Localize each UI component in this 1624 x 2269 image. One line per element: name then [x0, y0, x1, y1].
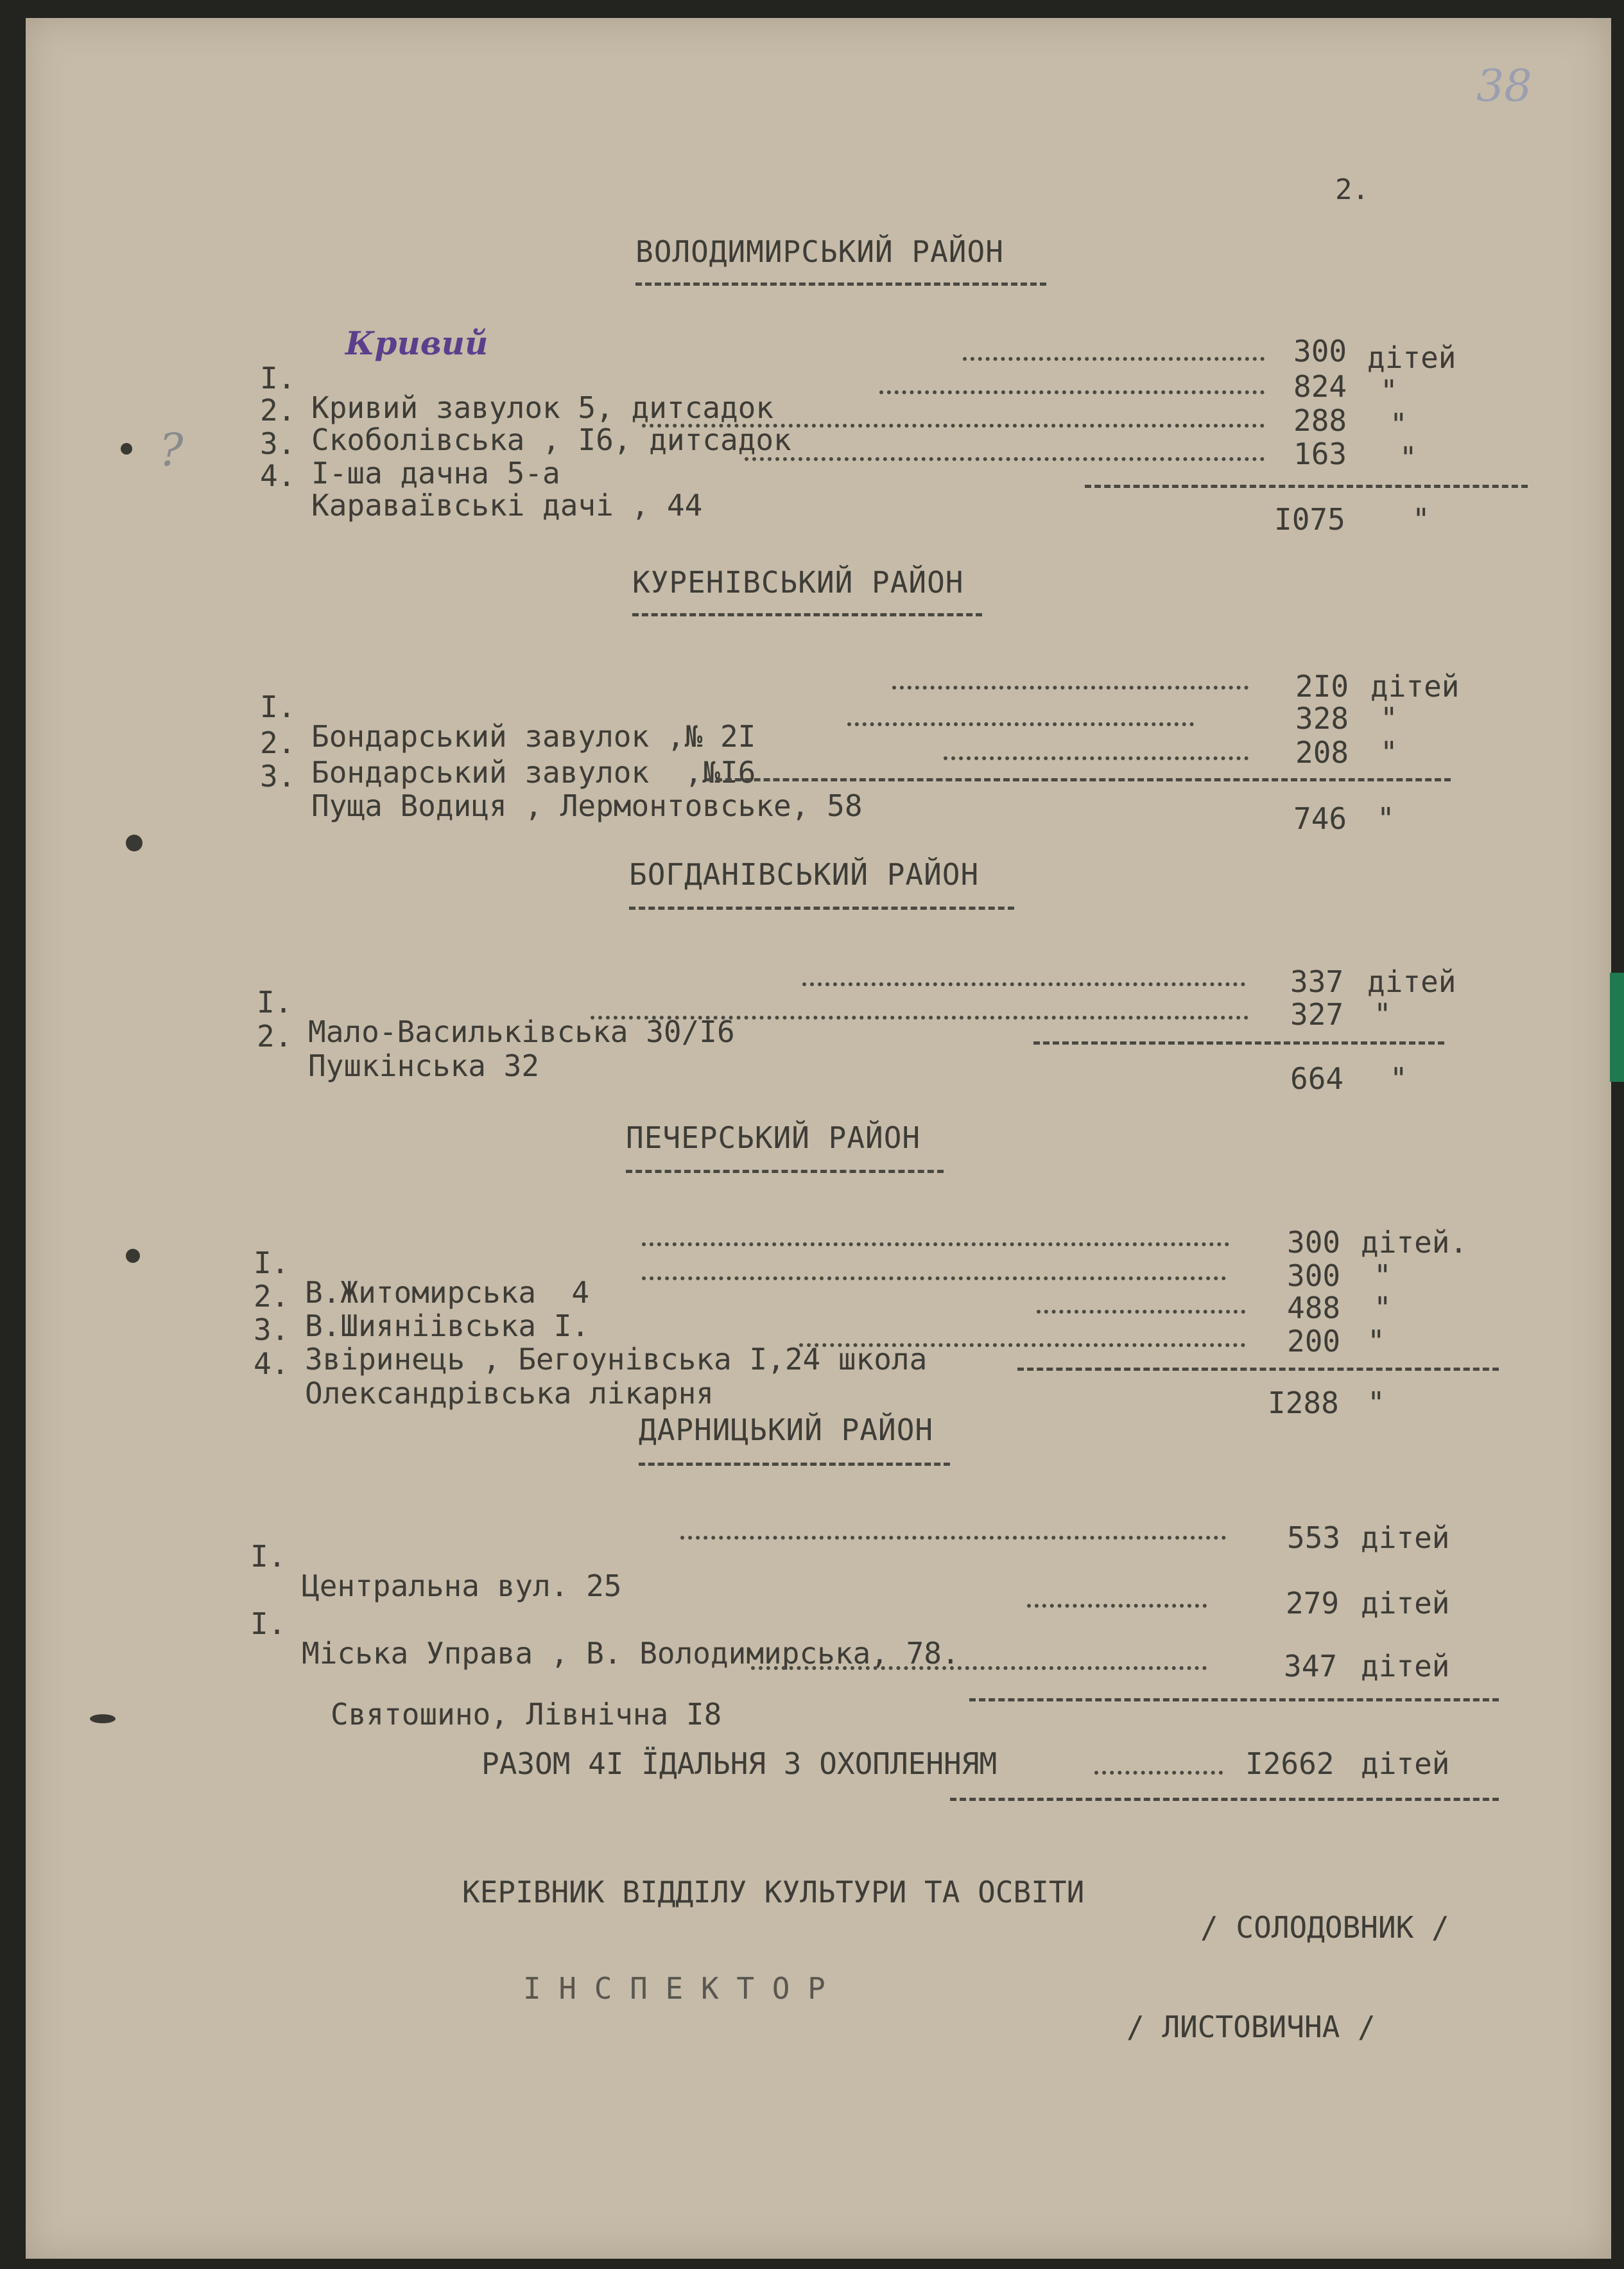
list-item: 2. В.Шияніівська І. — [254, 1279, 590, 1343]
list-item: 2. Скоболівська , І6, дитсадок — [260, 393, 791, 457]
total-separator — [1033, 1041, 1444, 1045]
total-separator — [706, 778, 1451, 781]
leader-dots — [802, 982, 1245, 986]
item-value: 2І0 — [1295, 669, 1349, 704]
list-item: 2. Пушкінська 32 — [257, 1019, 540, 1083]
signatory-title: КЕРІВНИК ВІДДІЛУ КУЛЬТУРИ ТА ОСВІТИ — [462, 1875, 1085, 1909]
heading-underline — [626, 1170, 944, 1173]
leader-dots — [1027, 1604, 1207, 1608]
district-heading: БОГДАНІВСЬКИЙ РАЙОН — [629, 857, 980, 892]
signatory-name: / ЛИСТОВИЧНА / — [1127, 2010, 1376, 2044]
district-total: І288 — [1268, 1386, 1339, 1420]
list-item: І. Бондарський завулок ,№ 2І — [260, 690, 756, 754]
list-item: 4. Олександрівська лікарня — [254, 1346, 714, 1411]
item-value: 300 — [1287, 1225, 1341, 1260]
item-value: 300 — [1287, 1258, 1341, 1293]
heading-underline — [632, 613, 982, 616]
list-item: І. Центральна вул. 25 — [250, 1539, 622, 1603]
district-total-unit: " — [1377, 801, 1395, 836]
signatory-title: І Н С П Е К Т О Р — [523, 1971, 825, 2006]
item-unit: " — [1374, 1291, 1392, 1325]
item-unit: дітей — [1367, 340, 1456, 375]
leader-dots — [847, 722, 1194, 726]
item-unit: " — [1367, 1324, 1385, 1359]
margin-dot — [126, 835, 143, 851]
leader-dots — [680, 1536, 1226, 1540]
district-total: 664 — [1290, 1061, 1344, 1096]
list-item: І. Кривий завулок 5, дитсадок — [260, 361, 774, 425]
leader-dots — [1094, 1771, 1223, 1775]
list-item: І. В.Житомирська 4 — [254, 1246, 590, 1310]
item-unit: " — [1380, 374, 1398, 408]
margin-dot — [126, 1249, 140, 1263]
district-total-unit: " — [1412, 502, 1430, 537]
leader-dots — [751, 1666, 1207, 1670]
district-total: 746 — [1293, 801, 1347, 836]
item-unit: " — [1374, 1258, 1392, 1293]
heading-underline — [635, 283, 1046, 286]
leader-dots — [745, 457, 1265, 461]
item-unit: " — [1374, 997, 1392, 1032]
item-value: 824 — [1293, 369, 1347, 404]
grand-total-underline — [950, 1798, 1499, 1801]
item-value: 553 — [1287, 1520, 1341, 1555]
total-separator — [1017, 1368, 1499, 1371]
item-value: 347 — [1284, 1649, 1338, 1683]
item-value: 163 — [1293, 437, 1347, 471]
list-item: 3. І-ша дачна 5-а — [260, 426, 560, 491]
list-item: 2. Бондарський завулок ,№І6 — [260, 726, 756, 790]
item-value: 279 — [1286, 1586, 1340, 1621]
item-value: 208 — [1295, 735, 1349, 770]
item-value: 337 — [1290, 964, 1344, 999]
district-heading: ПЕЧЕРСЬКИЙ РАЙОН — [626, 1120, 921, 1155]
district-heading: ВОЛОДИМИРСЬКИЙ РАЙОН — [635, 234, 1004, 269]
leader-dots — [642, 424, 1265, 428]
item-unit: " — [1380, 701, 1398, 736]
leader-dots — [1037, 1310, 1245, 1314]
list-item: Святошино, Лівнічна І8 — [331, 1697, 722, 1732]
handwritten-correction: Кривий — [345, 324, 488, 362]
item-unit: дітей — [1370, 669, 1460, 704]
district-heading: КУРЕНІВСЬКИЙ РАЙОН — [632, 565, 964, 600]
list-item: 3. Пуща Водиця , Лермонтовське, 58 — [260, 759, 863, 823]
page-number: 2. — [1335, 173, 1369, 206]
total-separator — [969, 1698, 1499, 1701]
district-heading: ДАРНИЦЬКИЙ РАЙОН — [639, 1413, 934, 1447]
archive-page-number: 38 — [1476, 61, 1532, 112]
grand-total-value: І2662 — [1245, 1746, 1335, 1781]
district-total-unit: " — [1367, 1386, 1385, 1420]
item-unit: дітей — [1367, 964, 1456, 999]
total-separator — [1085, 485, 1528, 488]
item-value: 288 — [1293, 403, 1347, 438]
district-total-unit: " — [1390, 1061, 1408, 1096]
item-unit: " — [1390, 407, 1408, 442]
leader-dots — [591, 1016, 1248, 1020]
margin-dot — [121, 443, 132, 455]
item-value: 327 — [1290, 997, 1344, 1032]
district-total: І075 — [1274, 502, 1345, 537]
leader-dots — [963, 357, 1265, 361]
item-unit: " — [1380, 735, 1398, 770]
item-value: 488 — [1287, 1291, 1341, 1325]
grand-total-label: РАЗОМ 4І ЇДАЛЬНЯ З ОХОПЛЕННЯМ — [481, 1746, 998, 1781]
list-item: 3. Звіринець , Бегоунівська І,24 школа — [254, 1312, 928, 1377]
heading-underline — [629, 907, 1014, 910]
signatory-name: / СОЛОДОВНИК / — [1200, 1910, 1449, 1945]
item-unit: дітей — [1361, 1649, 1450, 1683]
leader-dots — [642, 1276, 1226, 1280]
margin-question-mark: ? — [159, 424, 184, 476]
list-item: 4. Караваївські дачі , 44 — [260, 458, 703, 523]
item-value: 300 — [1293, 334, 1347, 369]
item-unit: " — [1399, 440, 1417, 475]
leader-dots — [799, 1343, 1245, 1347]
archive-tab — [1610, 973, 1624, 1082]
list-item: І. Міська Управа , В. Володимирська, 78. — [250, 1606, 960, 1671]
margin-dot — [90, 1714, 116, 1723]
item-value: 200 — [1287, 1324, 1341, 1359]
leader-dots — [944, 756, 1248, 760]
leader-dots — [642, 1242, 1229, 1246]
leader-dots — [892, 686, 1248, 690]
item-unit: дітей — [1361, 1520, 1450, 1555]
heading-underline — [639, 1463, 950, 1466]
leader-dots — [879, 390, 1265, 394]
item-value: 328 — [1295, 701, 1349, 736]
list-item: І. Мало-Васильківська 30/І6 — [257, 985, 735, 1049]
item-unit: дітей. — [1361, 1225, 1468, 1260]
grand-total-unit: дітей — [1361, 1746, 1450, 1781]
item-unit: дітей — [1361, 1586, 1450, 1621]
